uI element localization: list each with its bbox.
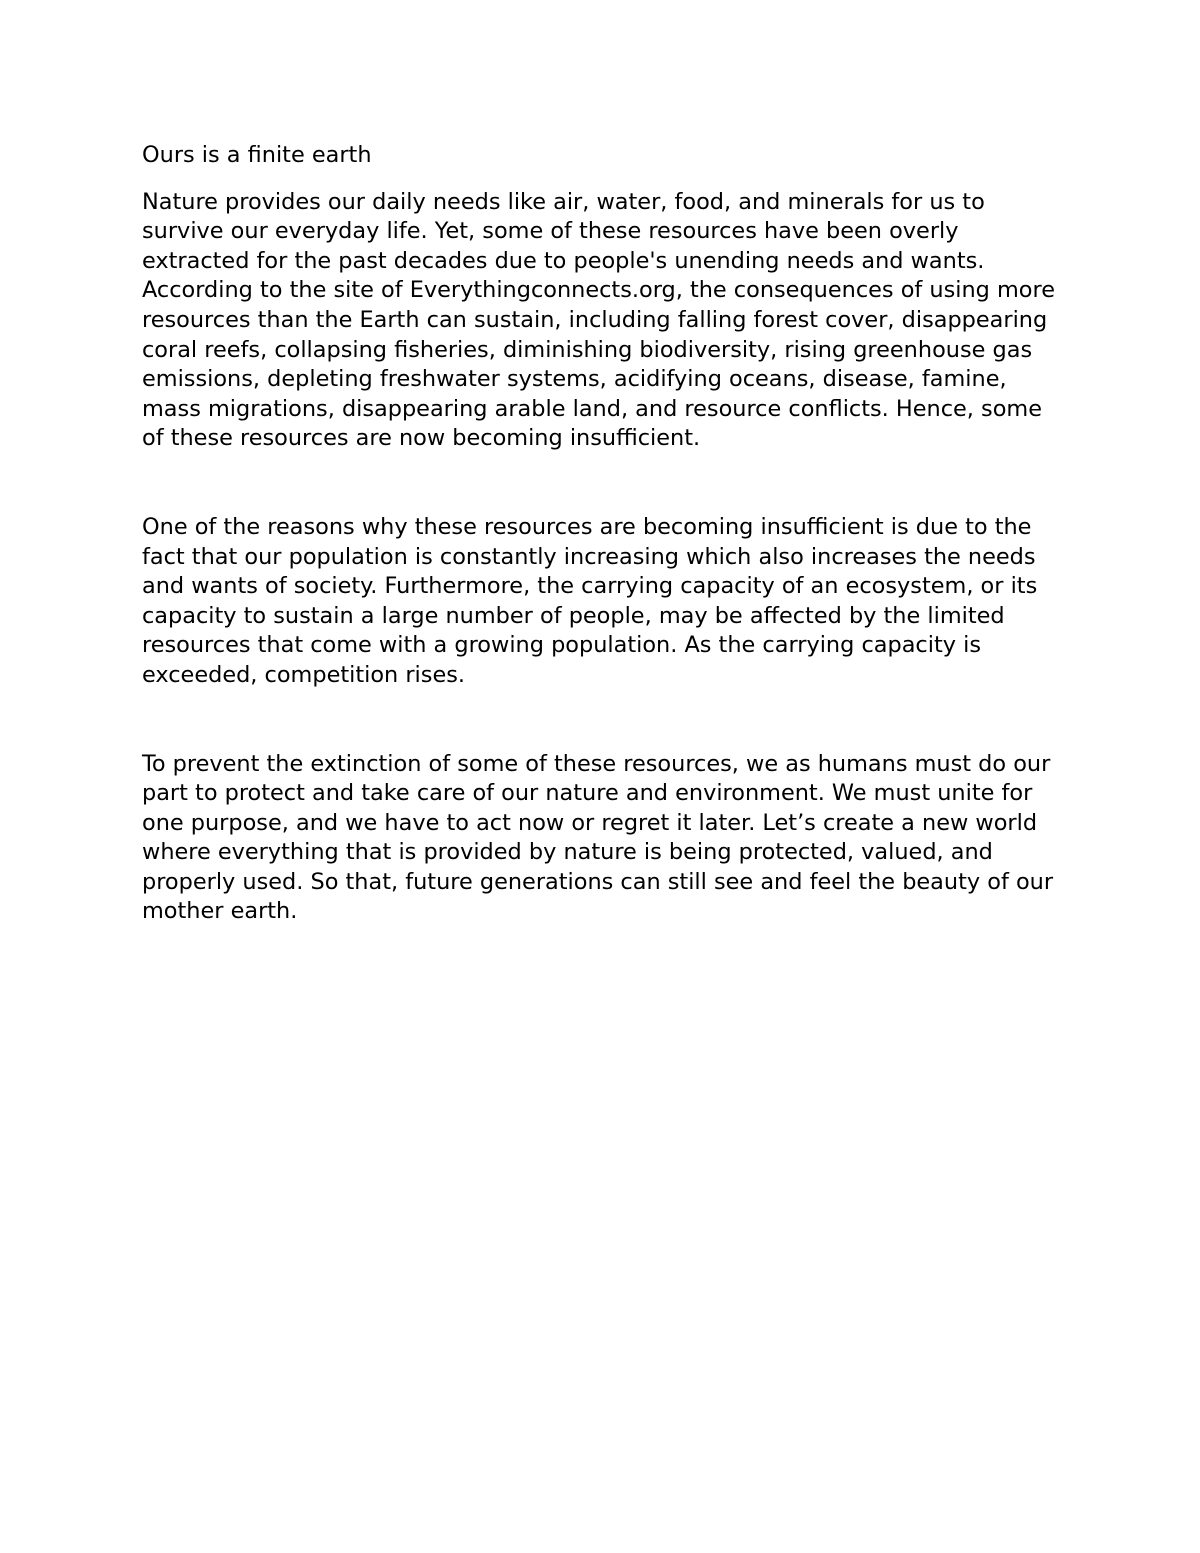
document-body (142, 141, 1060, 927)
paragraph-call-to-action: To prevent the extinction of some of these resources, we as humans must do our part to protect and take care of our nature and environment. We must unite for one purpose, and we have to act now or regret it later. Let’s create a new world where everything that is provided by nature is being protected, valued, and properly used. So that, future generations can still see and feel the beauty of our mother earth. (142, 750, 1054, 925)
paragraph-resources-overextraction: Nature provides our daily needs like air, water, food, and minerals for us to survive our everyday life. Yet, some of these resources have been overly extracted for the past decades due to people's unending needs and wants. According to the site of Everythingconnects.org, the consequences of using more resources than the Earth can sustain, including falling forest cover, disappearing coral reefs, collapsing fisheries, diminishing biodiversity, rising greenhouse gas emissions, depleting freshwater systems, acidifying oceans, disease, famine, mass migrations, disappearing arable land, and resource conflicts. Hence, some of these resources are now becoming insufficient. (142, 188, 1055, 452)
paragraph-population-growth: One of the reasons why these resources are becoming insufficient is due to the fact that our population is constantly increasing which also increases the needs and wants of society. Furthermore, the carrying capacity of an ecosystem, or its capacity to sustain a large number of people, may be affected by the limited resources that come with a growing population. As the carrying capacity is exceeded, competition rises. (142, 513, 1038, 688)
document-title: Ours is a finite earth (142, 142, 372, 168)
